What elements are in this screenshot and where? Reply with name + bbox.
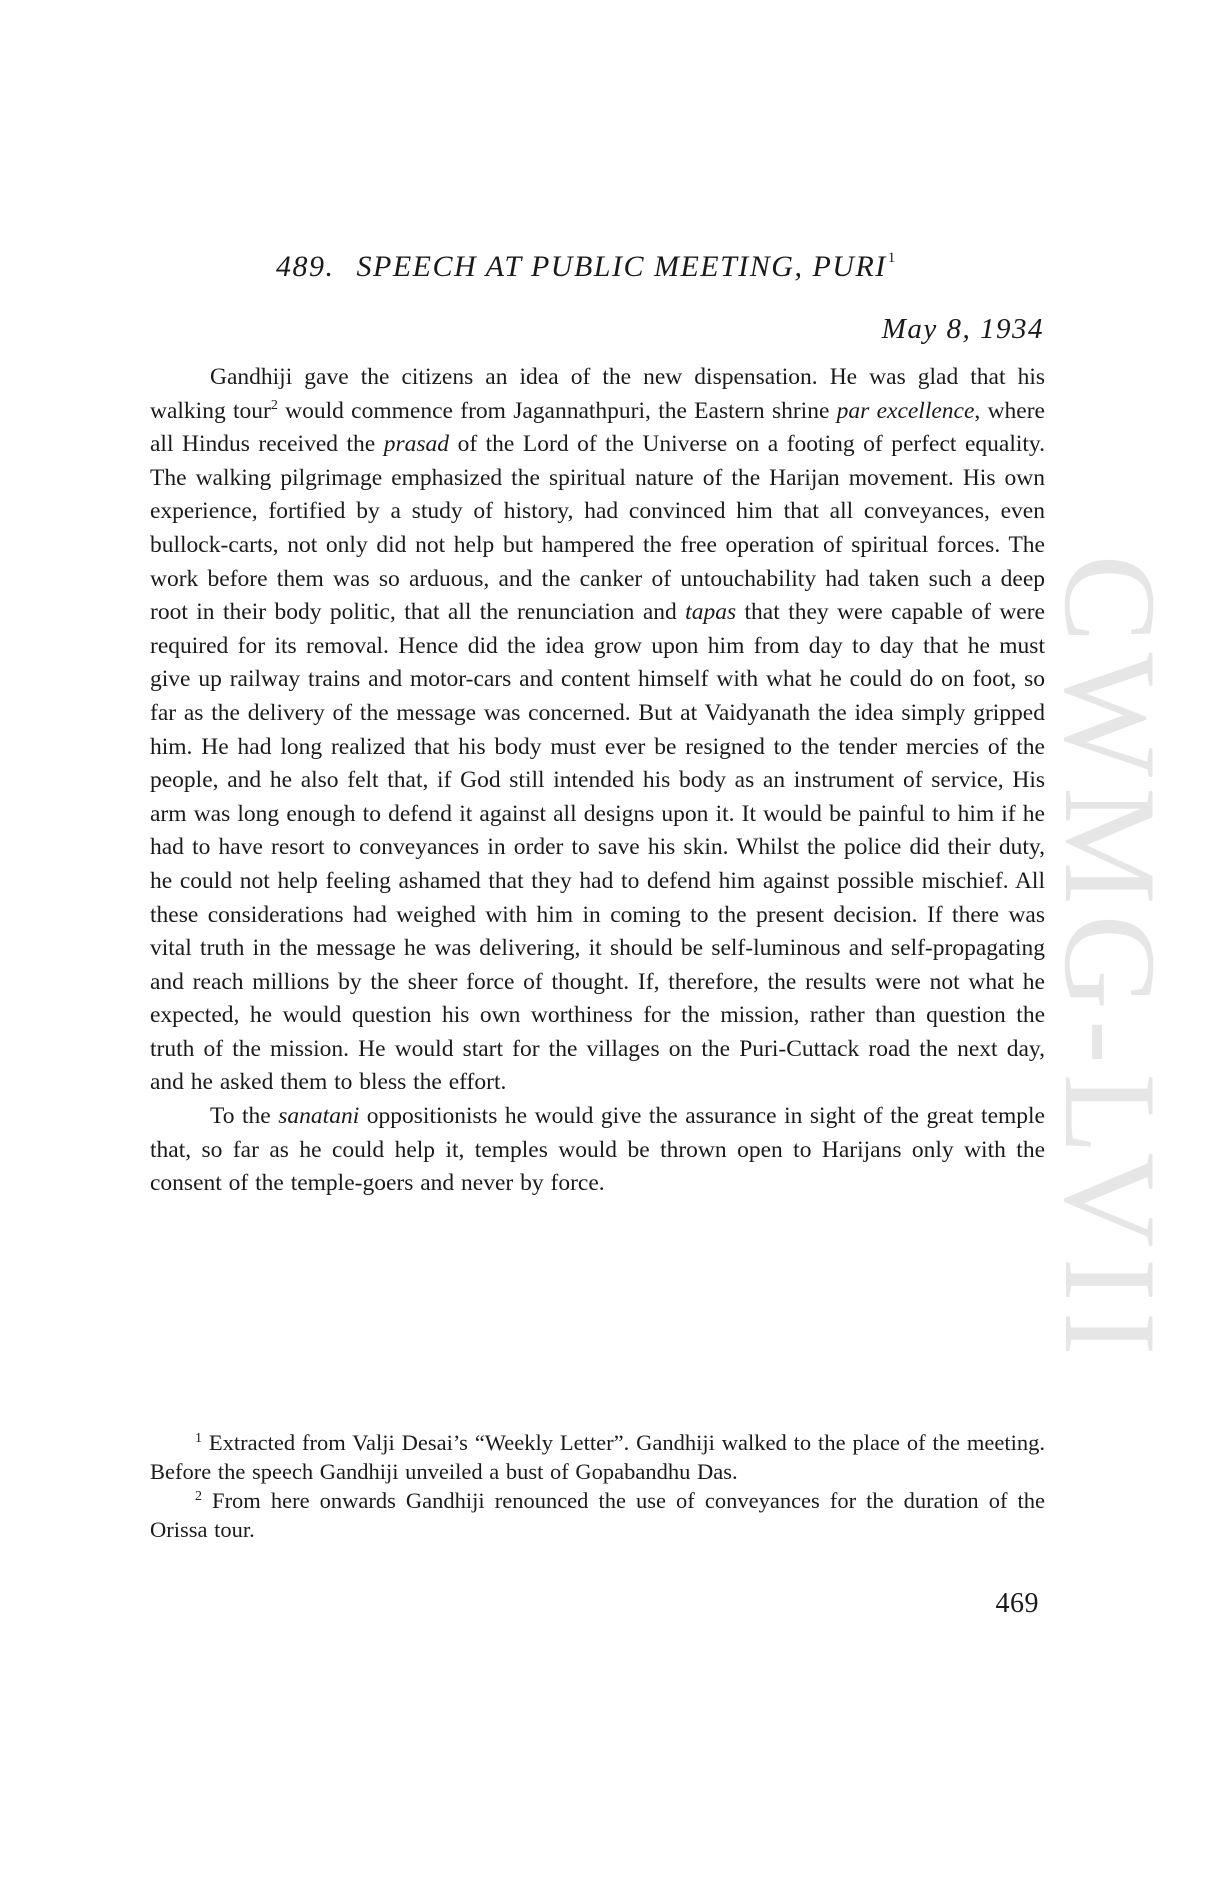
text-run: oppositionists he would give the assurance in sight of the great temple that, so far as he could help it, temples would be thrown open to Harijans only with the consent of the temple-goers and never by force. [150, 1103, 1045, 1197]
footnote-ref-1: 1 [887, 250, 897, 266]
text-run: To the [210, 1103, 279, 1130]
footnotes [150, 1428, 1045, 1544]
watermark-text: CWMG-LVII [1037, 554, 1184, 1366]
item-number: 489. [276, 250, 335, 283]
footnote-marker: 2 [195, 1489, 202, 1504]
footnote-marker: 1 [195, 1431, 202, 1446]
footnote-ref-2: 2 [270, 397, 278, 413]
page-number: 469 [995, 1588, 1039, 1619]
footnote-text: From here onwards Gandhiji renounced the use of conveyances for the duration of the Orissa tour. [150, 1488, 1045, 1542]
italic-term: tapas [685, 599, 737, 626]
italic-term: prasad [383, 431, 450, 458]
date-line: May 8, 1934 [881, 313, 1044, 345]
watermark [1037, 495, 1184, 1425]
article-body [150, 361, 1045, 1201]
text-run: Gandhiji gave the citizens an idea of the new dispensation. He was glad that his walking tour [150, 364, 1045, 424]
text-run: , where all Hindus received the [150, 397, 1045, 458]
footnote-text: Extracted from Valji Desai’s “Weekly Letter”. Gandhiji walked to the place of the meeting. Before the speech Gandhiji unveiled a bust of Gopabandhu Das. [150, 1430, 1045, 1484]
paragraph [150, 1100, 1045, 1201]
footnote [150, 1486, 1045, 1544]
footnote [150, 1428, 1045, 1486]
text-run: that they were capable of were required for its removal. Hence did the idea grow upon him from day to day that he must give up railway trains and motor-cars and content himself with what he could do on foot, so far as the delivery of the message was concerned. But at Vaidyanath the idea simply gripped him. He had long realized that his body must ever be resigned to the tender mercies of the people, and he also felt that, if God still intended his body as an instrument of service, His arm was long enough to defend it against all designs upon it. It would be painful to him if he had to have resort to conveyances in order to save his skin. Whilst the police did their duty, he could not help feeling ashamed that they had to defend him against possible mischief. All these considerations had weighed with him in coming to the present decision. If there was vital truth in the message he was delivering, it should be self-luminous and self-propagating and reach millions by the sheer force of thought. If, therefore, the results were not what he expected, he would question his own worthiness for the mission, rather than question the truth of the mission. He would start for the villages on the Puri-Cuttack road the next day, and he asked them to bless the effort. [150, 599, 1045, 1096]
item-title: SPEECH AT PUBLIC MEETING, PURI [356, 250, 887, 283]
page-title [276, 250, 897, 284]
italic-term: sanatani [278, 1103, 360, 1130]
text-run: would commence from Jagannathpuri, the Eastern shrine [277, 397, 837, 424]
text-run: of the Lord of the Universe on a footing of perfect equality. The walking pilgrimage emphasized the spiritual nature of the Harijan movement. His own experience, fortified by a study of history, had convinced him that all conveyances, even bullock-carts, not only did not help but hampered the free operation of spiritual forces. The work before them was so arduous, and the canker of untouchability had taken such a deep root in their body politic, that all the renunciation and [150, 431, 1045, 626]
paragraph [150, 361, 1045, 1100]
italic-term: par excellence [836, 397, 975, 424]
